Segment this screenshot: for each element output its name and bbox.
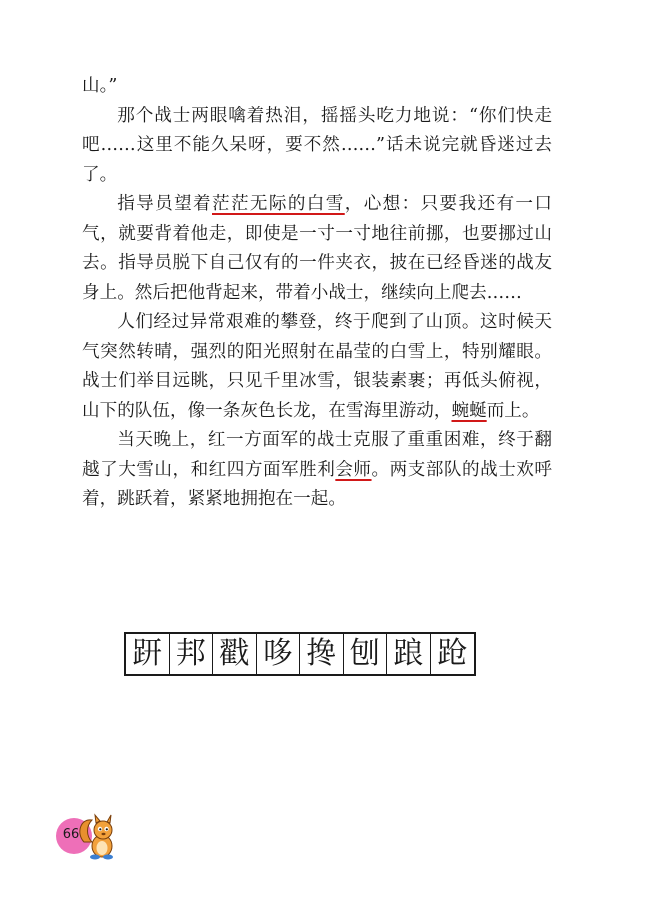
new-character-cell: 邦 bbox=[170, 634, 214, 674]
text-run: 当天晚上，红一方面军的战士克服了重重困难，终于翻越了大雪山，和红四方面军胜利 bbox=[82, 430, 552, 480]
new-character-cell: 刨 bbox=[344, 634, 388, 674]
underlined-phrase: 蜿蜒 bbox=[451, 400, 487, 421]
paragraph bbox=[82, 190, 552, 308]
new-characters-grid bbox=[124, 632, 476, 676]
text-run: 而上。 bbox=[486, 400, 540, 421]
underlined-phrase: 会师 bbox=[335, 459, 372, 480]
squirrel-mascot-icon bbox=[78, 812, 118, 860]
paragraph bbox=[82, 102, 552, 191]
text-run: 。两支部队的战士欢呼着，跳跃着，紧紧地拥抱在一起。 bbox=[82, 459, 552, 509]
paragraph bbox=[82, 308, 552, 426]
text-run: 那个战士两眼噙着热泪，摇摇头吃力地说：“你们快走吧……这里不能久呆呀，要不然……”话未说完就昏迷过去了。 bbox=[82, 105, 552, 185]
paragraph bbox=[82, 72, 552, 102]
text-run: ，心想：只要我还有一口气，就要背着他走，即使是一寸一寸地往前挪，也要挪过山去。指导员脱下自己仅有的一件夹衣，披在已经昏迷的战友身上。然后把他背起来，带着小战士，继续向上爬去…… bbox=[82, 194, 552, 303]
text-run: 山。” bbox=[82, 76, 118, 96]
new-character-cell: 趼 bbox=[126, 634, 170, 674]
new-character-cell: 跄 bbox=[437, 636, 468, 671]
new-character-cell: 戳 bbox=[213, 634, 257, 674]
page-number: 66 bbox=[62, 827, 80, 842]
new-character-cell: 踉 bbox=[387, 634, 431, 674]
paragraph bbox=[82, 426, 552, 515]
text-run: 指导员望着 bbox=[117, 194, 212, 214]
new-character-cell: 哆 bbox=[257, 634, 301, 674]
underlined-phrase: 茫茫无际的白雪 bbox=[212, 194, 345, 214]
text-run: 人们经过异常艰难的攀登，终于爬到了山顶。这时候天气突然转晴，强烈的阳光照射在晶莹的白雪上，特别耀眼。战士们举目远眺，只见千里冰雪，银装素裹；再低头俯视，山下的队伍，像一条灰色长龙，在雪海里游动， bbox=[82, 312, 552, 421]
new-character-cell: 搀 bbox=[300, 634, 344, 674]
lesson-text bbox=[82, 72, 552, 515]
